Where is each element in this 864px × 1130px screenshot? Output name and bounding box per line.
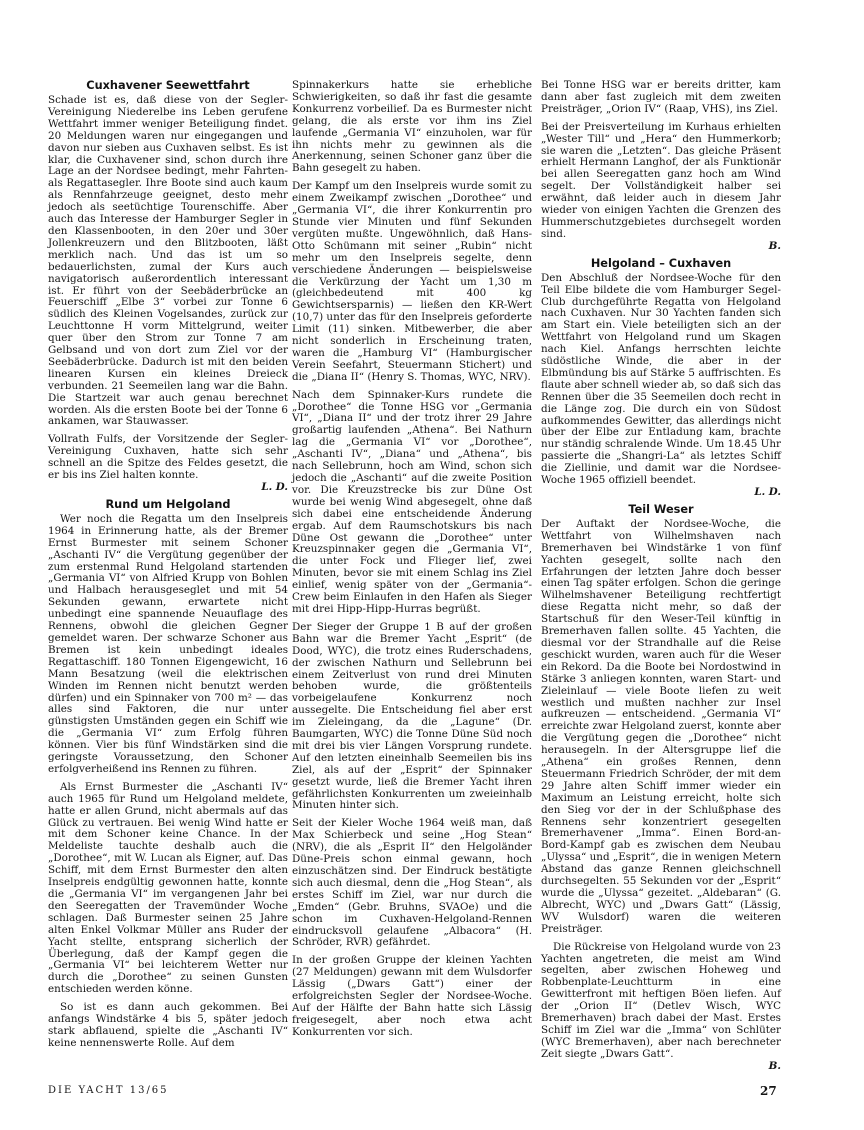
author-signature: B. <box>768 1059 781 1072</box>
paragraph: Schade ist es, daß diese von der Segler-Vereinigung Niederelbe ins Leben gerufene Wettfahrt immer weniger Beteiligung findet. 20 Meldungen waren nur eingegangen und davon nur sieben aus Cuxhaven selbst. Es ist klar, die Cuxhavener sind, schon durch ihre Lage an der Nordsee bedingt, mehr Fahrten- als Regattasegler. Ihre Boote sind auch kaum als Rennfahrzeuge geeignet, desto mehr jedoch als seetüchtige Tourenschiffe. Aber auch das Interesse der Hamburger Segler in den Klassenbooten, in den 20er und 30er Jollenkreuzern und den Blitzbooten, läßt merklich nach. Und das ist um so bedauerlichsten, zumal der Kurs auch navigatorisch außerordentlich interessant ist. Er führt von der Seebäderbrücke an Feuerschiff „Elbe 3“ vorbei zur Tonne 6 südlich des Kleinen Vogelsandes, zurück zur Leuchttonne H vorm Mittelgrund, weiter quer über den Strom zur Tonne 7 am Gelbsand und von dort zum Ziel vor der Seebäderbrücke. Dadurch ist mit den beiden linearen Kursen ein kleines Dreieck verbunden. 21 Seemeilen lang war die Bahn. Die Startzeit war auch genau berechnet worden. Als die ersten Boote bei der Tonne 6 ankamen, war Stauwasser. <box>48 94 288 428</box>
paragraph <box>48 434 288 482</box>
author-signature: L. D. <box>261 481 288 493</box>
paragraph: Nach dem Spinnaker-Kurs rundete die „Dorothee“ die Tonne HSG vor „Germania VI“, „Diana II“ und der trotz ihrer 29 Jahre großartig laufenden „Athena“. Bei Nathurn lag die „Germania VI“ vor „Dorothee“, „Aschanti IV“, „Diana“ und „Athena“, bis nach Sellebrunn, hoch am Wind, schon sich jedoch die „Aschanti“ auf die zweite Position vor. Die Kreuzstrecke bis zur Düne Ost wurde bei wenig Wind abgesegelt, ohne daß sich dabei eine entscheidende Änderung ergab. Auf dem Raumschotskurs bis nach Düne Ost gewann die „Dorothee“ unter Kreuzspinnaker gegen die „Germania VI“, die unter Fock und Flieger lief, zwei Minuten, bevor sie mit einem Schlag ins Ziel einlief, wenig später von der „Germania“-Crew beim Einlaufen in den Hafen als Sieger mit drei Hipp-Hipp-Hurras begrüßt. <box>292 388 532 615</box>
paragraph: Die Rückreise von Helgoland wurde von 23 Yachten angetreten, die meist am Wind segelten, aber zwischen Hoheweg und Robbenplate-Leuchtturm in eine Gewitterfront mit heftigen Böen liefen. Auf der „Orion II“ (Detlev Wisch, WYC Bremerhaven) brach dabei der Mast. Erstes Schiff im Ziel war die „Imma“ von Schlüter (WYC Bremerhaven), aber nach berechneter Zeit siegte „Dwars Gatt“. <box>541 940 781 1060</box>
footer-publication: DIE YACHT 13/65 <box>48 1085 169 1096</box>
paragraph: Bei Tonne HSG war er bereits dritter, kam dann aber fast zugleich mit dem zweiten Preisträger, „Orion IV“ (Raap, VHS), ins Ziel. <box>541 79 781 115</box>
paragraph: Spinnakerkurs hatte sie erhebliche Schwierigkeiten, so daß ihr fast die gesamte Konkurrenz vorbeilief. Da es Burmester nicht gelang, die als erste vor ihm ins Ziel laufende „Germania VI“ einzuholen, war für ihn nichts mehr zu gewinnen als die Anerkennung, seinen Schoner ganz über die Bahn gesegelt zu haben. <box>292 79 532 175</box>
paragraph: Seit der Kieler Woche 1964 weiß man, daß Max Schierbeck und seine „Hog Stean“ (NRV), die als „Esprit II“ den Helgoländer Düne-Preis schon einmal gewann, hoch einzuschätzen sind. Der Eindruck bestätigte sich auch diesmal, denn die „Hog Stean“, als erstes Schiff im Ziel, war nur durch die „Emden“ (Gebr. Bruhns, SVAOe) und die schon im Cuxhaven-Helgoland-Rennen eindrucksvoll gelaufene „Albacora“ (H. Schröder, RVR) gefährdet. <box>292 817 532 949</box>
page-number: 27 <box>760 1084 777 1098</box>
author-signature: L. D. <box>754 486 781 498</box>
column-middle <box>292 80 532 1045</box>
paragraph: Der Kampf um den Inselpreis wurde somit zu einem Zweikampf zwischen „Dorothee“ und „Germania VI“, die ihrer Konkurrentin pro Stunde vier Minuten und fünf Sekunden vergüten mußte. Ungewöhnlich, daß Hans-Otto Schümann mit seiner „Rubin“ nicht mehr um den Inselpreis segelte, denn verschiedene Änderungen — beispielsweise die Verkürzung der Yacht um 1,30 m (gleichbedeutend mit 400 kg Gewichtsersparnis) — ließen den KR-Wert (10,7) unter das für den Inselpreis geforderte Limit (11) sinken. Mitbewerber, die aber nicht sonderlich in Erscheinung traten, waren die „Hamburg VI“ (Hamburgischer Verein Seefahrt, Steuermann Stichert) und die „Diana II“ (Henry S. Thomas, WYC, NRV). <box>292 180 532 383</box>
heading-rund-um-helgoland: Rund um Helgoland <box>105 497 231 511</box>
paragraph: Wer noch die Regatta um den Inselpreis 1964 in Erinnerung hatte, als der Bremer Ernst Burmester mit seinem Schoner „Aschanti IV“ die Vergütung gegenüber der zum erstenmal Rund Helgoland startenden „Germania VI“ von Alfried Krupp von Bohlen und Halbach herausgeseglet und mit 54 Sekunden gewann, erwartete nicht unbedingt eine spannende Neuauflage des Rennens, obwohl die gleichen Gegner gemeldet waren. Der schwarze Schoner aus Bremen ist kein unbedingt ideales Regattaschiff. 180 Tonnen Eigengewicht, 16 Mann Besatzung (weil die elektrischen Winden im Rennen nicht benutzt werden dürfen) und ein Spinnaker von 700 m² — das alles sind Faktoren, die nur unter günstigsten Umständen gegen ein Schiff wie die „Germania VI“ zum Erfolg führen können. Vier bis fünf Windstärken sind die geringste Voraussetzung, den Schoner erfolgverheißend ins Rennen zu führen. <box>48 512 288 775</box>
author-signature: B. <box>768 239 781 252</box>
paragraph-text: Vollrath Fulfs, der Vorsitzende der Segler-Vereinigung Cuxhaven, hatte sich sehr schnell an die Spitze des Feldes gesetzt, die er bis ins Ziel halten konnte. <box>48 433 288 482</box>
column-left <box>48 76 288 1056</box>
paragraph: So ist es dann auch gekommen. Bei anfangs Windstärke 4 bis 5, später jedoch stark abflauend, spielte die „Aschanti IV“ keine nennenswerte Rolle. Auf dem <box>48 1001 288 1049</box>
heading-helgoland-cuxhaven: Helgoland – Cuxhaven <box>590 256 732 270</box>
column-right <box>541 80 781 1073</box>
heading-cuxhavener-seewettfahrt: Cuxhavener Seewettfahrt <box>86 79 250 92</box>
paragraph: Den Abschluß der Nordsee-Woche für den Teil Elbe bildete die vom Hamburger Segel-Club durchgeführte Regatta von Helgoland nach Cuxhaven. Nur 30 Yachten fanden sich am Start ein. Viele beteiligten sich an der Wettfahrt von Helgoland rund um Skagen nach Kiel. Anfangs herrschten leichte südöstliche Winde, die aber in der Elbmündung bis auf Stärke 5 auffrischten. Es flaute aber schnell wieder ab, so daß sich das Rennen über die 35 Seemeilen doch recht in die Länge zog. Die durch ein von Südost aufkommendes Gewitter, das allerdings nicht über der Elbe zur Entladung kam, brachte nur ständig schralende Winde. Um 18.45 Uhr passierte die „Shangri-La“ als letztes Schiff die Ziellinie, und damit war die Nordsee-Woche 1965 offiziell beendet. <box>541 271 781 487</box>
paragraph: In der großen Gruppe der kleinen Yachten (27 Meldungen) gewann mit dem Wulsdorfer Lässig („Dwars Gatt“) einer der erfolgreichsten Segler der Nordsee-Woche. Auf der Hälfte der Bahn hatte sich Lässig freigesegelt, aber noch etwa acht Konkurrenten vor sich. <box>292 954 532 1038</box>
paragraph: Der Sieger der Gruppe 1 B auf der großen Bahn war die Bremer Yacht „Esprit“ (de Dood, WYC), die trotz eines Ruderschadens, der zwischen Nathurn und Sellebrunn bei einem Zeitverlust von rund drei Minuten behoben wurde, die größtenteils vorbeigelaufene Konkurrenz noch aussegelte. Die Entscheidung fiel aber erst im Zieleingang, da die „Lagune“ (Dr. Baumgarten, WYC) die Tonne Düne Süd noch mit drei bis vier Längen Vorsprung rundete. Auf den letzten eineinhalb Seemeilen bis ins Ziel, als auf der „Esprit“ der Spinnaker gesetzt wurde, ließ die Bremer Yacht ihren gefährlichsten Konkurrenten um zweieinhalb Minuten hinter sich. <box>292 620 532 812</box>
paragraph: Der Auftakt der Nordsee-Woche, die Wettfahrt von Wilhelmshaven nach Bremerhaven bei Windstärke 1 von fünf Yachten gesegelt, sollte nach den Erfahrungen der letzten Jahre doch besser einen Tag später erfolgen. Schon die geringe Wilhelmshavener Beteiligung rechtfertigt diese Regatta nicht mehr, so daß der Startschuß für den Weser-Teil künftig in Bremerhaven fallen sollte. 45 Yachten, die diesmal vor der Strandhalle auf die Reise geschickt wurden, waren auch für die Weser ein Rekord. Da die Boote bei Nordostwind in Stärke 3 anliegen konnten, waren Start- und Zieleinlauf — viele Boote liefen zu weit westlich und mußten nachher zur Insel aufkreuzen — entscheidend. „Germania VI“ erreichte zwar Helgoland zuerst, konnte aber die Vergütung gegen die „Dorothee“ nicht herausegeln. In der Altersgruppe lief die „Athena“ ein großes Rennen, denn Steuermann Friedrich Schröder, der mit dem 29 Jahre alten Schiff immer wieder ein Maximum an Leistung erreicht, holte sich den Sieg vor der in der Schlußphase des Rennens sehr konzentriert gesegelten Bremerhavener „Imma“. Einen Bord-an-Bord-Kampf gab es zwischen dem Neubau „Ulyssa“ und „Esprit“, die in wenigen Metern Abstand das ganze Rennen gleichschnell durchsegelten. 55 Sekunden vor der „Esprit“ wurde die „Ulyssa“ gezeitet. „Aldebaran“ (G. Albrecht, WYC) und „Dwars Gatt“ (Lässig, WV Wulsdorf) waren die weiteren Preisträger. <box>541 517 781 935</box>
heading-teil-weser: Teil Weser <box>628 502 694 516</box>
paragraph: Als Ernst Burmester die „Aschanti IV“ auch 1965 für Rund um Helgoland meldete, hatte er allen Grund, nicht abermals auf das Glück zu vertrauen. Bei wenig Wind hatte er mit dem Schoner keine Chance. In der Meldeliste tauchte deshalb auch die „Dorothee“, mit W. Lucan als Eigner, auf. Das Schiff, mit dem Ernst Burmester den alten Inselpreis endgültig gewonnen hatte, konnte die „Germania VI“ im vergangenen Jahr bei den Seeregatten der Travemünder Woche schlagen. Daß Burmester seinen 25 Jahre alten Enkel Volkmar Müller ans Ruder der Yacht stellte, entsprang sicherlich der Überlegung, daß der Kampf gegen die „Germania VI“ bei leichterem Wetter nur durch die „Dorothee“ zu seinen Gunsten entschieden werden könne. <box>48 780 288 996</box>
paragraph: Bei der Preisverteilung im Kurhaus erhielten „Wester Till“ und „Hera“ den Hummerkorb; sie waren die „Letzten“. Das gleiche Präsent erhielt Hermann Langhof, der als Funktionär bei allen Seeregatten ganz hoch am Wind segelt. Der Vollständigkeit halber sei erwähnt, daß leider auch in diesem Jahr wieder von einigen Yachten die Grenzen des Hummerschutzgebietes durchsegelt worden sind. <box>541 120 781 240</box>
